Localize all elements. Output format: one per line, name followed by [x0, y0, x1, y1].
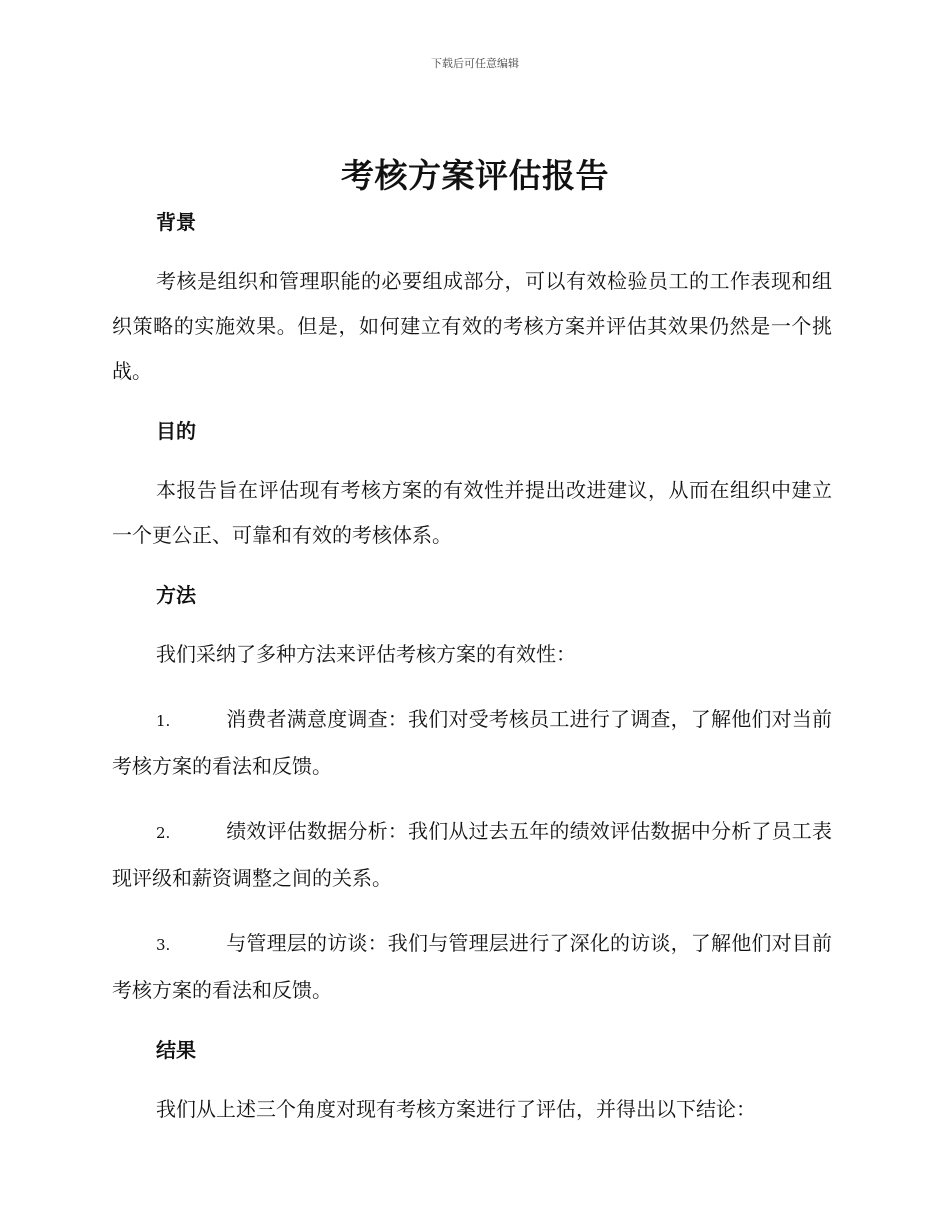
section-heading-results: 结果	[156, 1038, 196, 1062]
list-item	[112, 697, 832, 789]
list-item-text: 与管理层的访谈：我们与管理层进行了深化的访谈，了解他们对目前考核方案的看法和反馈。	[112, 931, 832, 1002]
section-heading-method: 方法	[156, 583, 196, 607]
list-item	[112, 809, 832, 901]
section-heading-background: 背景	[156, 210, 196, 234]
list-item-text: 绩效评估数据分析：我们从过去五年的绩效评估数据中分析了员工表现评级和薪资调整之间的关系。	[112, 819, 832, 890]
paragraph-method-intro: 我们采纳了多种方法来评估考核方案的有效性：	[156, 642, 576, 666]
list-number: 1.	[156, 712, 171, 730]
list-number: 3.	[156, 936, 171, 954]
paragraph-purpose: 本报告旨在评估现有考核方案的有效性并提出改进建议，从而在组织中建立一个更公正、可靠和有效的考核体系。	[112, 478, 832, 547]
header-note: 下载后可任意编辑	[431, 57, 519, 70]
document-body	[112, 205, 832, 1132]
list-number: 2.	[156, 824, 171, 842]
list-item	[112, 921, 832, 1013]
paragraph-background: 考核是组织和管理职能的必要组成部分，可以有效检验员工的工作表现和组织策略的实施效果。但是，如何建立有效的考核方案并评估其效果仍然是一个挑战。	[112, 269, 832, 383]
paragraph-results: 我们从上述三个角度对现有考核方案进行了评估，并得出以下结论：	[156, 1097, 756, 1121]
document-title: 考核方案评估报告	[341, 156, 609, 195]
section-heading-purpose: 目的	[156, 419, 196, 443]
list-item-text: 消费者满意度调查：我们对受考核员工进行了调查，了解他们对当前考核方案的看法和反馈。	[112, 707, 832, 778]
